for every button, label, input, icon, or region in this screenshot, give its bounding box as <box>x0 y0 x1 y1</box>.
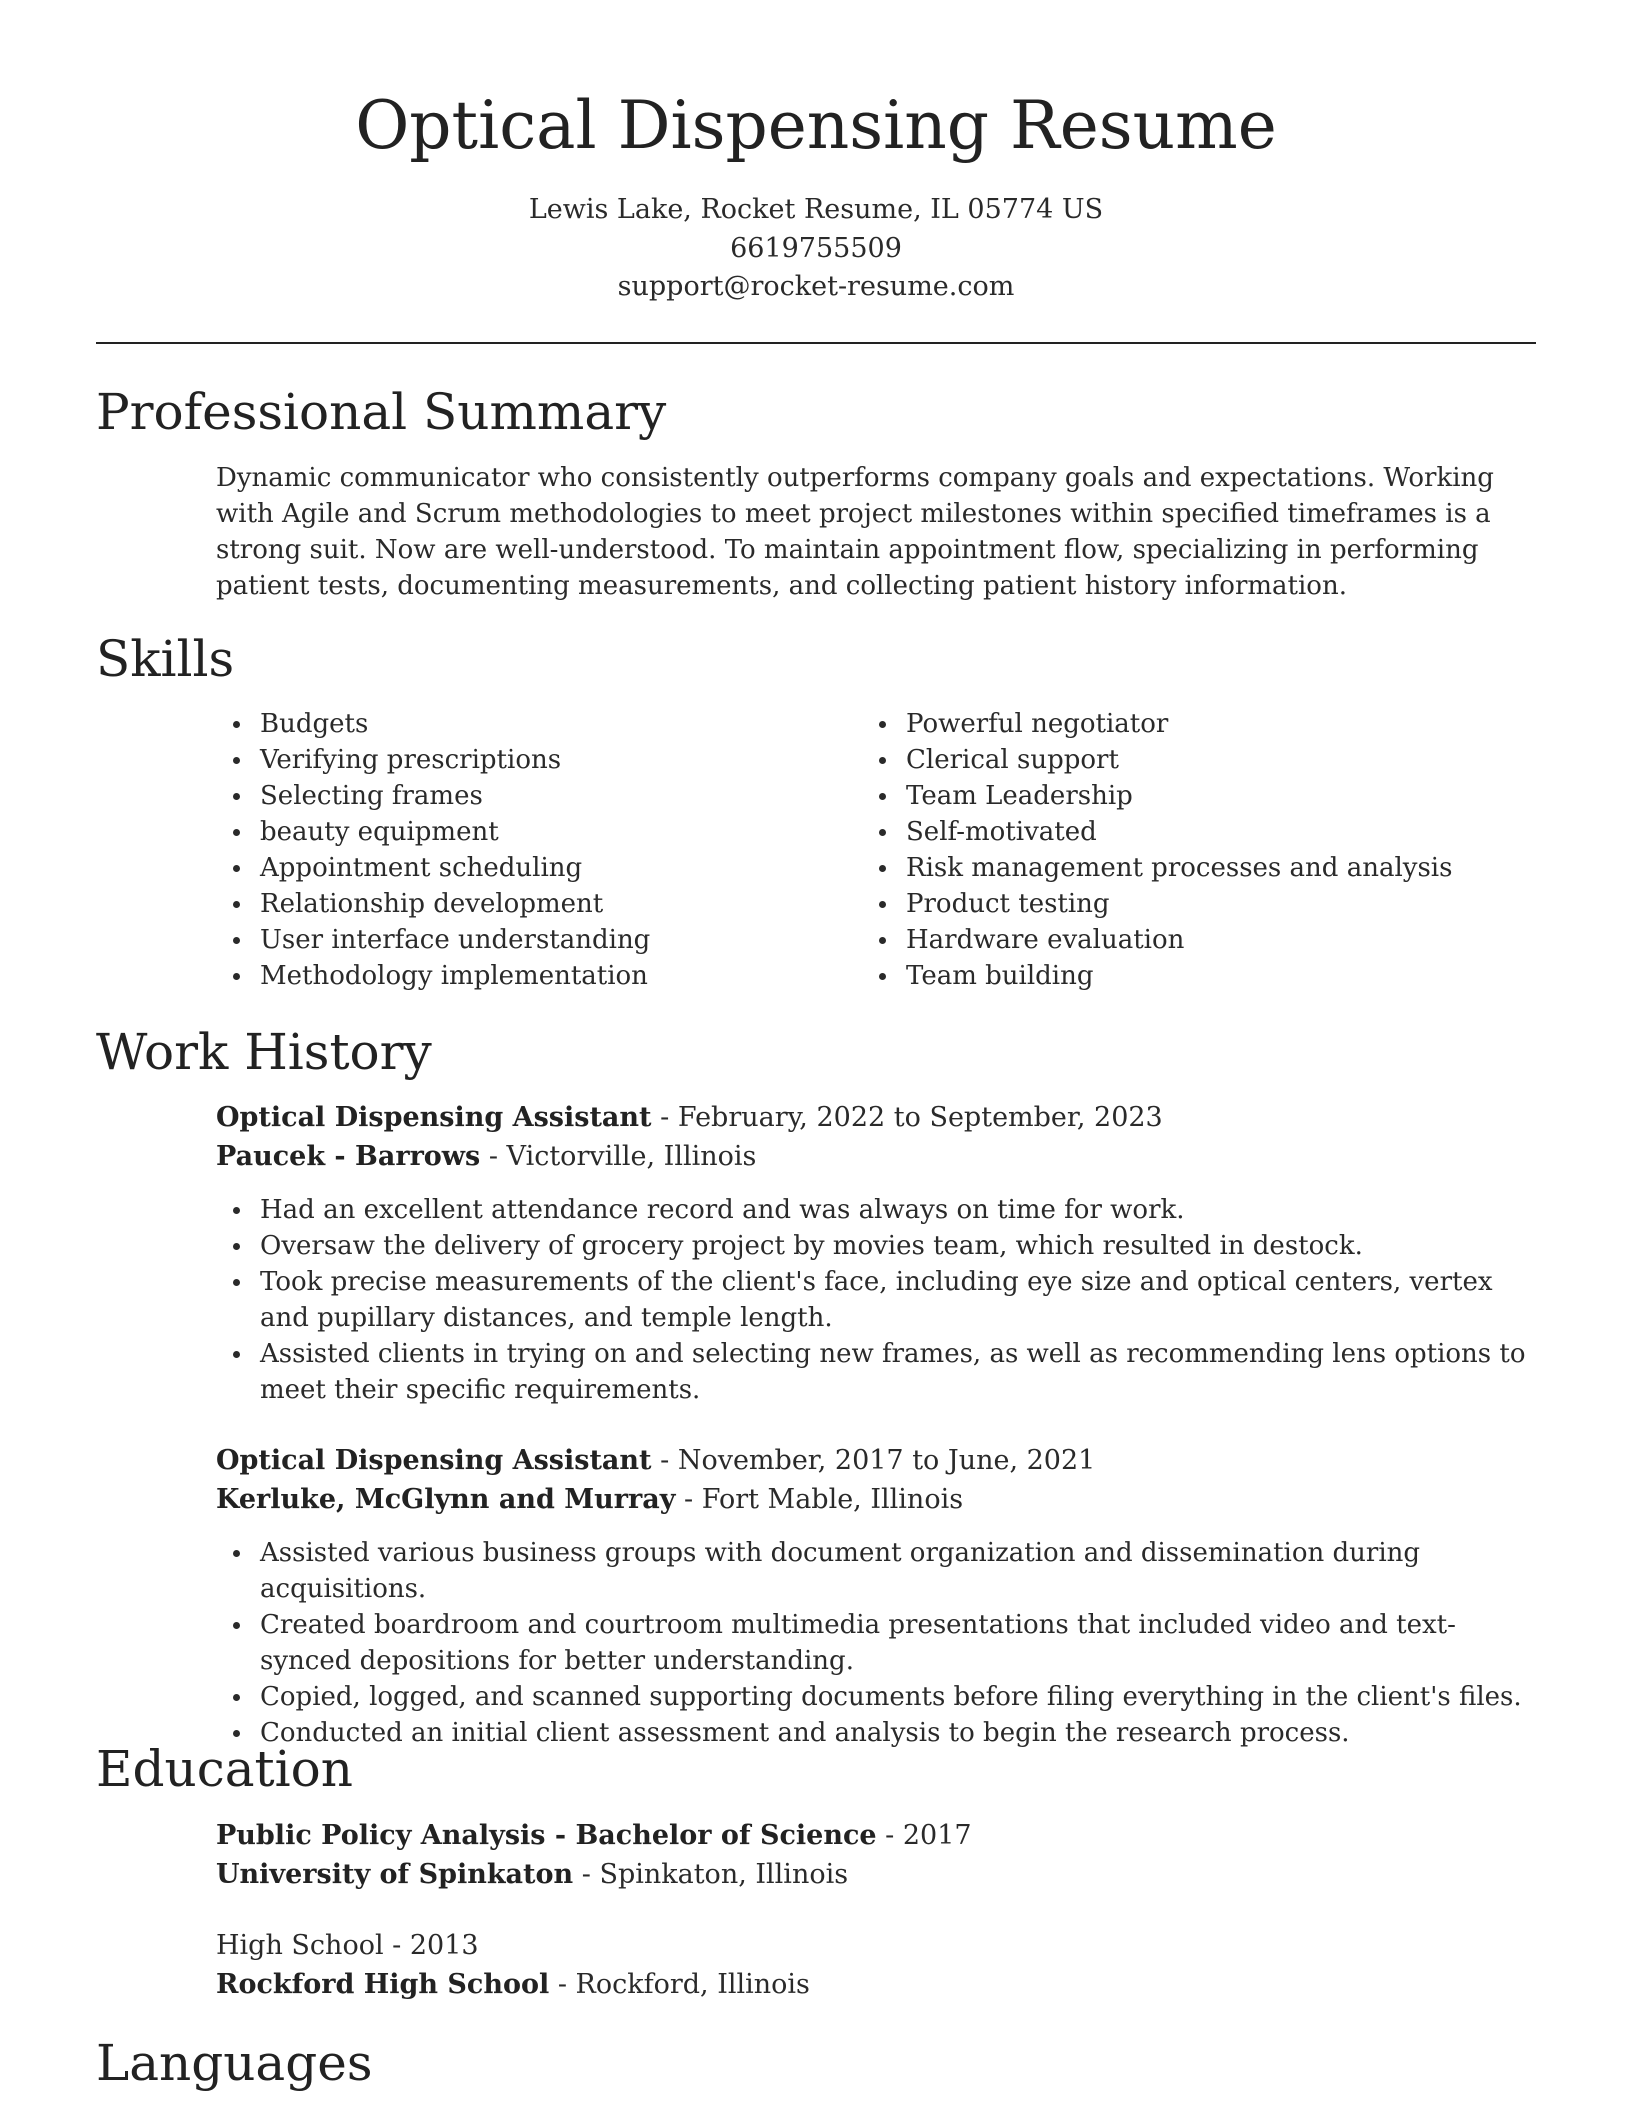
skill-item: Powerful negotiator <box>862 706 1502 742</box>
skills-list-right <box>862 706 1502 994</box>
job-dates: - November, 2017 to June, 2021 <box>651 1445 1096 1476</box>
education-year: - 2017 <box>876 1820 972 1851</box>
job-bullet: Assisted clients in trying on and selecting new frames, as well as recommending lens options to meet their specific requirements. <box>216 1336 1536 1408</box>
skill-item: Product testing <box>862 886 1502 922</box>
education-degree: High School <box>216 1930 384 1961</box>
skill-item: Selecting frames <box>216 778 856 814</box>
job-role: Optical Dispensing Assistant <box>216 1102 652 1133</box>
skill-item: Risk management processes and analysis <box>862 850 1502 886</box>
education-school: Rockford High School <box>216 1969 550 2000</box>
work-heading: Work History <box>96 1023 432 1081</box>
job-bullets <box>216 1192 1536 1408</box>
job-bullet: Oversaw the delivery of grocery project by movies team, which resulted in destock. <box>216 1228 1536 1264</box>
summary-heading: Professional Summary <box>96 383 667 441</box>
education-location: - Spinkaton, Illinois <box>573 1859 849 1890</box>
skill-item: beauty equipment <box>216 814 856 850</box>
job-title-line <box>216 1098 1536 1137</box>
job-company: Paucek - Barrows <box>216 1141 481 1172</box>
job-location: - Victorville, Illinois <box>480 1141 757 1172</box>
job-bullet: Conducted an initial client assessment and analysis to begin the research process. <box>216 1715 1536 1751</box>
education-degree-line <box>216 1816 1536 1855</box>
skill-item: Clerical support <box>862 742 1502 778</box>
job-company-line <box>216 1137 1536 1176</box>
contact-phone: 6619755509 <box>730 233 902 264</box>
skill-item: Team Leadership <box>862 778 1502 814</box>
job-bullet: Took precise measurements of the client's face, including eye size and optical centers, vertex and pupillary distances, and temple length. <box>216 1264 1536 1336</box>
skills-heading: Skills <box>96 630 235 688</box>
education-location: - Rockford, Illinois <box>549 1969 810 2000</box>
education-heading: Education <box>96 1740 353 1798</box>
skill-item: Hardware evaluation <box>862 922 1502 958</box>
page-title: Optical Dispensing Resume <box>355 87 1277 164</box>
education-school: University of Spinkaton <box>216 1859 574 1890</box>
job-bullet: Assisted various business groups with document organization and dissemination during acquisitions. <box>216 1535 1536 1607</box>
skill-item: Relationship development <box>216 886 856 922</box>
education-school-line <box>216 1855 1536 1894</box>
skill-item: Verifying prescriptions <box>216 742 856 778</box>
header-divider <box>96 342 1536 344</box>
summary-text: Dynamic communicator who consistently outperforms company goals and expectations. Working with Agile and Scrum methodologies to meet project milestones within specified timeframes is a strong suit. Now are well-understood. To maintain appointment flow, specializing in performing patient tests, documenting measurements, and collecting patient history information. <box>216 463 1494 601</box>
education-school-line <box>216 1965 1536 2004</box>
job-location: - Fort Mable, Illinois <box>675 1484 964 1515</box>
education-degree-line <box>216 1926 1536 1965</box>
job-bullet: Copied, logged, and scanned supporting documents before filing everything in the client's files. <box>216 1679 1536 1715</box>
education-year: - 2013 <box>383 1930 479 1961</box>
job-bullet: Created boardroom and courtroom multimedia presentations that included video and text-synced depositions for better understanding. <box>216 1607 1536 1679</box>
job-company: Kerluke, McGlynn and Murray <box>216 1484 676 1515</box>
job-title-line <box>216 1441 1536 1480</box>
job-company-line <box>216 1480 1536 1519</box>
education-degree: Public Policy Analysis - Bachelor of Science <box>216 1820 877 1851</box>
skill-item: Budgets <box>216 706 856 742</box>
contact-address: Lewis Lake, Rocket Resume, IL 05774 US <box>528 194 1104 225</box>
job-dates: - February, 2022 to September, 2023 <box>651 1102 1163 1133</box>
skill-item: Appointment scheduling <box>216 850 856 886</box>
contact-email: support@rocket-resume.com <box>617 271 1015 302</box>
skill-item: Team building <box>862 958 1502 994</box>
skill-item: Self-motivated <box>862 814 1502 850</box>
job-bullet: Had an excellent attendance record and was always on time for work. <box>216 1192 1536 1228</box>
skills-list-left <box>216 706 856 994</box>
job-role: Optical Dispensing Assistant <box>216 1445 652 1476</box>
skill-item: User interface understanding <box>216 922 856 958</box>
job-bullets <box>216 1535 1536 1751</box>
skill-item: Methodology implementation <box>216 958 856 994</box>
languages-heading: Languages <box>96 2034 373 2092</box>
